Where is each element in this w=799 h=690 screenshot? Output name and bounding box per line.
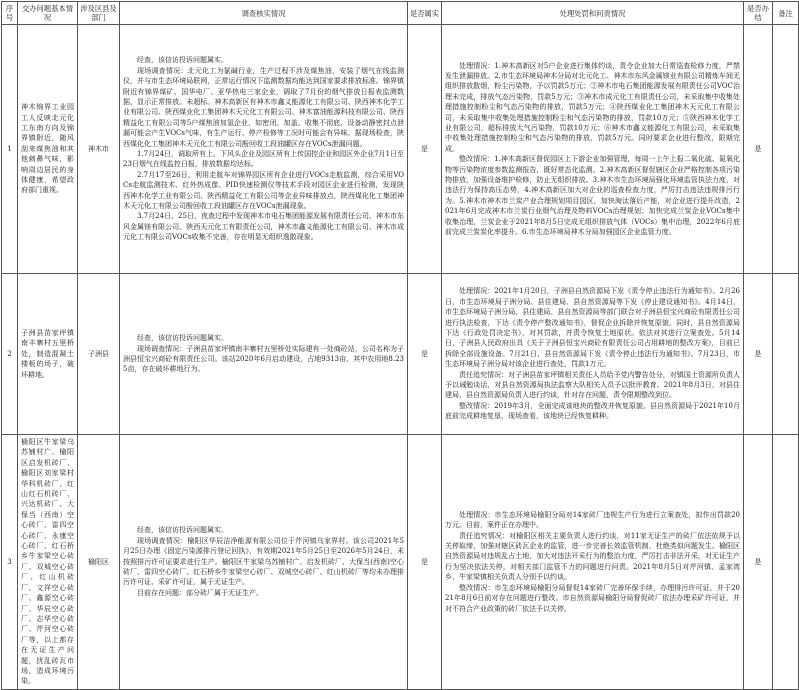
header-handling: 处理处罚和问责情况	[442, 2, 744, 25]
row-handling	[442, 274, 744, 435]
handling-paragraph: 整改情况：1.神木高新区督促园区上下游企业加强管理，每周一上午上报二氧化硫、氮氧化物等污染物浓度参数监测报告，既好常态化监测。2.神木高新区督促辖区企业严格控制各项污染物排放，加强设备维护检修，防止无组织排放。3.神木市生态环境局强化环境监管执法力度，对违法行为保持高压态势，4.神木高新区加大对企业的巡查检查力度，严厉打击违法违规排污行为。5.神木市神木市兰炭产业合理规划项目园区，加快淘汰落后产能，对企业进行提升改造，2021年6月完成神木市兰炭行业烟气治理及物料VOCs治理规划；加快完成兰炭企业VOCs集中收集治理，兰炭企业于2021年8月5日完成无组织排放气体（VOCs）集中治理，2022年6月底前完成兰炭炭化率提升。6.市生态环境局神木分局加强园区企业监管力度。	[445, 155, 740, 237]
handling-paragraph: 整改情况：市生态环境局榆阳分局督促14家砖厂完善环保手续，办理排污许可证，并于2021年8月6日前对存在问题进行整改。市自然资源局榆阳分局督促砖厂依法办理采矿许可证，并对不符合产业政策的砖厂依法予以关停。	[445, 583, 740, 613]
investigation-paragraph: 经查，该信访投诉问题属实。	[137, 526, 228, 535]
header-closed: 是否办结	[744, 2, 773, 25]
header-remark: 备注	[773, 2, 799, 25]
row-verified: 是	[408, 274, 442, 435]
row-closed: 是	[744, 435, 773, 690]
row-handling	[442, 435, 744, 690]
handling-paragraph: 责任追究情况：对子洲县苗家坪镇相关责任人员给予党内警告处分，对镇国土资源所负责人予以诫勉谈话，对县自然资源局执法监察大队相关人员予以批评教育。2021年8月3日，对县住建局、县自然资源局负责人进行约谈，针对存在问题，责令限期整改到位。	[445, 370, 740, 400]
header-area: 涉及区县及部门	[78, 2, 120, 25]
table-row	[2, 274, 799, 435]
row-area: 子洲县	[78, 274, 120, 435]
row-seq: 3	[2, 435, 18, 690]
row-verified: 是	[408, 25, 442, 274]
table-row	[2, 435, 799, 690]
investigation-paragraph: 2.7月17至26日，利用走航车对锦界园区所有企业进行VOCs走航监测，综合采用VOCs走航监测技术、红外热成像、PID快速检测仪等技术手段对园区企业进行检测，发现陕西神木化学工业有限公司、陕西精益化工有限公司等企业异味排放点，陕西煤化化工集团神木天元化工有限公司酚回收工段油罐区存在VOCs泄漏现象。	[123, 170, 404, 211]
handling-paragraph: 责任追究情况：对榆阳区相关主要负责人进行约谈，对11家无证生产的砖厂依法依规予以关停取缔，加强对辖区砖瓦企业的监管，进一步完善长效监管机制，杜绝类似问题发生。榆阳区自然资源局对违规乱占土地，加大对违法开采行为的整治力度，严厉打击非法开采，对无证生产行为坚决依法关停，对相关部门监管不力的问题进行问责。2021年8月5日对芹河镇、孟家湾乡、牛家梁镇相关负责人分别予以约谈。	[445, 531, 740, 582]
header-problem: 交办问题基本情况	[18, 2, 78, 25]
investigation-paragraph: 3.7月24日、25日，夜查过程中发现神木市电石集团能源发展有限责任公司、神木市东风金属镁有限公司、陕西天元化工有限责任公司，神木市鑫义能源化工有限公司、神木市成元化工有限公司VOCs收集不完善，存在明显无组织逸散现象。	[123, 212, 404, 242]
handling-paragraph: 整改情况：2019年3月，全面完成该地块的整改并恢复原貌。县自然资源局于2021年10月底前完成耕地复垦，现场查看，该地块已经恢复耕种。	[445, 401, 740, 421]
row-problem: 子洲县苗家坪镇南丰寨村五里桥处，制造混凝土楼板的场子，破坏耕地。	[18, 274, 78, 435]
row-investigation	[120, 435, 408, 690]
row-closed: 是	[744, 274, 773, 435]
row-verified: 是	[408, 435, 442, 690]
header-seq: 序号	[2, 2, 18, 25]
table-row	[2, 25, 799, 274]
row-remark	[773, 25, 799, 274]
row-remark	[773, 435, 799, 690]
row-seq: 2	[2, 274, 18, 435]
header-investigation: 调查核实情况	[120, 2, 408, 25]
row-problem: 神木锦界工业园工人反映北元化工东南方向及锦界镇附近，随风刮来煤焦油和其他刺鼻气味，影响周边居民的身体健康，希望政府部门重视。	[18, 25, 78, 274]
case-table	[1, 1, 799, 690]
row-investigation	[120, 25, 408, 274]
investigation-paragraph: 经查，该信访投诉问题属实。	[137, 56, 228, 65]
handling-paragraph: 处理情况：2021年1月20日，子洲县自然资源局下发《责令停止违法行为通知书》。2月26日，市生态环境局子洲分局、县住建局、县自然资源局等下发《停止建设通知书》。4月14日，市生态环境局子洲分局、县住建局、县自然资源局等部门联合对子洲县恒宝兴商砼有限责任公司进行执法检查，下达《责令停产整改通知书》，督促企业拆除并恢复原貌。同时，县自然资源局下达《行政处罚决定书》，对其罚款，并责令恢复土地原状。依法对其进行立案查处。5月14日，子洲县人民政府出具《关于子洲县恒宝兴商砼有限责任公司占用耕地的整改方案》，目前已拆除全部设施设备。7月21日，县自然资源局下发《责令停止违法行为通知书》。7月23日，市生态环境局子洲分局对该企业进行查处，罚款1万元。	[445, 287, 740, 369]
header-verified: 是否属实	[408, 2, 442, 25]
investigation-paragraph: 现场调查情况：子洲县苗家坪镇南丰寨村五里桥处实际建有一处商砼站，公司名称为子洲县恒宝兴商砼有限责任公司。该站2020年6月启动建设，占地9313亩，其中农用地8.235亩，存在破坏耕地行为。	[123, 344, 404, 374]
row-problem: 榆阳区牛家梁乌苏铺村广、榆阳区启发机砖厂、榆阳区刘家梁村华科机砖厂、红山红石机砖厂、兴达机砖厂、大保当（西南）空心砖厂、雷四空心砖厂、永康空心砖厂、红石桥乡牛家梁空心砖厂、双城空心砖厂、红山机砖厂、文祥空心砖厂、鑫源空心砖厂、华辰空心砖厂、志华空心砖厂、芹河空心砖厂等，以上都存在无证生产问题，扰乱砖瓦市场，造成环境污染。	[18, 435, 78, 690]
row-seq: 1	[2, 25, 18, 274]
investigation-paragraph: 经查，该信访投诉问题属实。	[137, 334, 228, 343]
header-row	[2, 2, 799, 25]
row-closed: 是	[744, 25, 773, 274]
row-remark	[773, 274, 799, 435]
investigation-paragraph: 1.7月24日，调取所有上、下风头企业及园区所有上传国控企业和园区外企业7月1日至23日烟气在线监控日报，排放数据均达标。	[123, 150, 404, 169]
row-handling	[442, 25, 744, 274]
handling-paragraph: 处理情况：1.神木高新区对5户企业进行集体约谈，责令企业加大日常巡查检修力度，严禁发生泄漏排放。2.市生态环境局神木分局对北元化工、神木市东风金属镁业有限公司精炼车间无组织排放散烟，粉尘污染物，予以罚款5万元；②神木市电石集团能源发展有限责任公司VOC治理未完成，排放气态污染物，罚款5万元；③神木市成元化工有限责任公司，未采取集中收集处理措施控制粉尘和气态污染物的排放，罚款5万元；④陕西煤业化工集团神木天元化工有限公司，未采取集中收集处理措施控制粉尘和气态污染物的排放，罚款10万元；⑤陕西神木化学工业有限公司，超标排放大气污染物，罚款10万元；⑥神木市鑫义能源化工有限公司，未采取集中收集处理措施控制粉尘和气态污染物的排放，罚款5万元。同时要求企业进行整改，限期完成。	[445, 61, 740, 153]
row-area: 榆阳区	[78, 435, 120, 690]
row-investigation	[120, 274, 408, 435]
row-area: 神木市	[78, 25, 120, 274]
handling-paragraph: 处理情况：市生态环境局榆阳分局对14家砖厂违规生产行为进行立案查处，拟作出罚款20万元。目前，案件正在办理中。	[445, 510, 740, 530]
investigation-paragraph: 现场调查情况：榆阳区华辰洁净能源有限公司位于芹河镇乌家界村。该公司2021年5月25日办理《固定污染源排污登记回执》，有效期2021年5月25日至2026年5月24日，未按照排污许可证要求进行生产。榆阳区牛家梁乌苏铺村广、启发机砖厂、大保当(西南)空心砖厂、雷四空心砖厂、红石桥乡牛家梁空心砖厂、双城空心砖厂、红山机砖厂等均未办理排污许可证、采矿许可证，属于无证生产。	[123, 536, 404, 587]
investigation-paragraph: 现场调查情况：北元化工为氯碱行业，生产过程不涉及煤焦油，安装了烟气在线监测仪，并与市生态环境局联网，正常运行情况下监测数据均能达到国家要求排放标准。锦界镇附近有锦界煤矿、国华电厂、亚华热电三家企业，调取了7月份的烟气排放日报表监测数据，显示正常排放。未超标。神木高新区有神木市鑫义能源化工有限公司、陕西神木化学工业有限公司、陕西煤业化工集团神木天元化工有限公司、神木富油能源科技有限公司、陕西精益化工有限公司等5户煤焦油加氢企业，如密闭、加盖、收集不彻底、设备动静密封点泄漏可能会产生VOCs气味，有生产运行、停产检修等工况时可能会有异味。据现场检查，陕西煤化化工集团神木天元化工有限公司酚回收工段油罐区存在VOCs泄漏问题。	[123, 66, 404, 148]
investigation-paragraph: 目前存在问题：部分砖厂属于无证生产。	[137, 588, 263, 597]
